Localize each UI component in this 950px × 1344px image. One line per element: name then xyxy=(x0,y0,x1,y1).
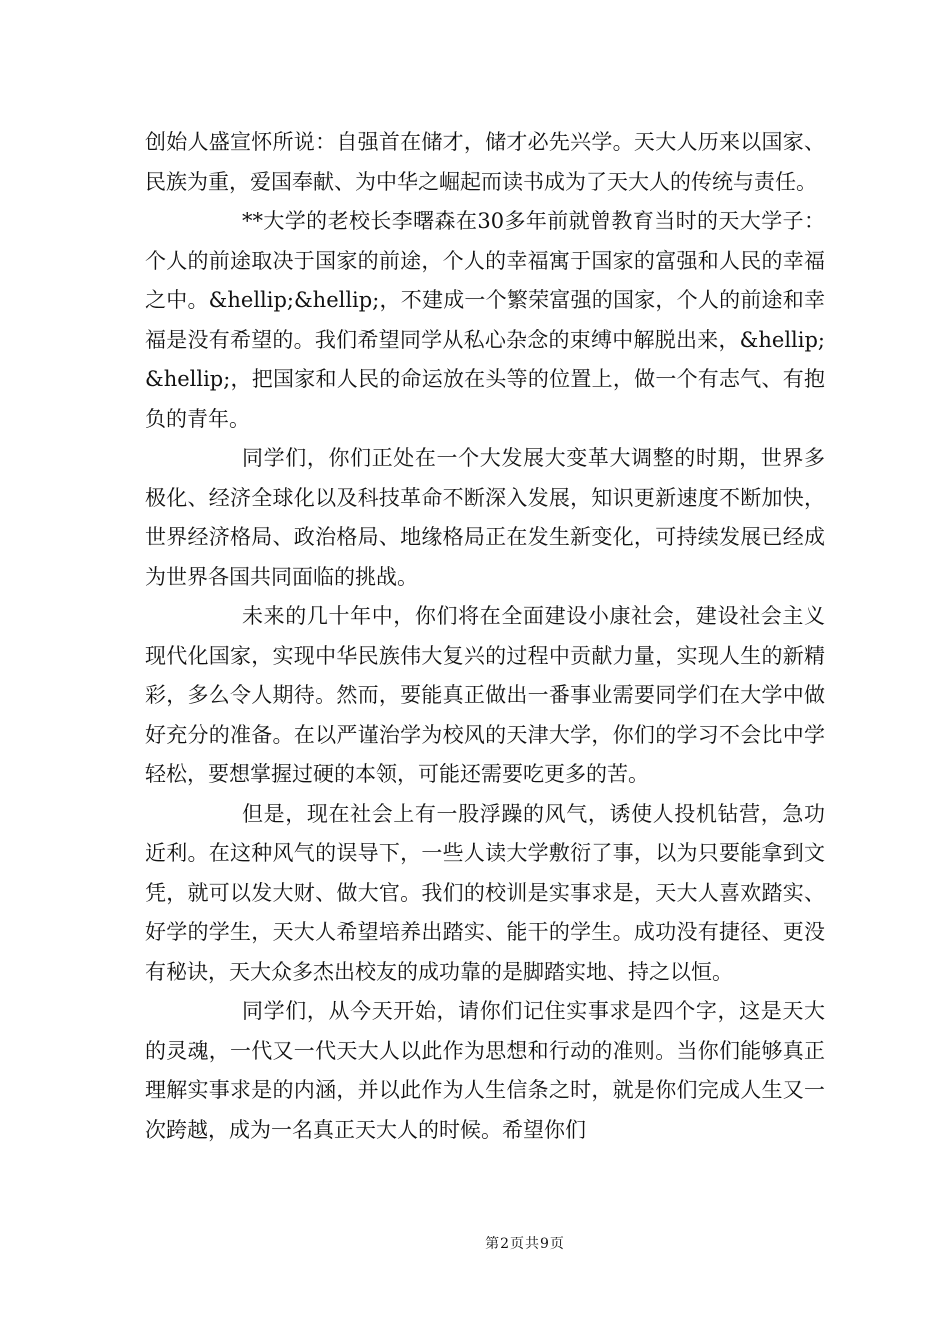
paragraph-5: 但是，现在社会上有一股浮躁的风气，诱使人投机钻营，急功近利。在这种风气的误导下，一些人读大学敷衍了事，以为只要能拿到文凭，就可以发大财、做大官。我们的校训是实事求是，天大人喜欢踏实、好学的学生，天大人希望培养出踏实、能干的学生。成功没有捷径、更没有秘诀，天大众多杰出校友的成功靠的是脚踏实地、持之以恒。 xyxy=(145,801,825,984)
paragraph-6: 同学们，从今天开始，请你们记住实事求是四个字，这是天大的灵魂，一代又一代天大人以此作为思想和行动的准则。当你们能够真正理解实事求是的内涵，并以此作为人生信条之时，就是你们完成人生又一次跨越，成为一名真正天大人的时候。希望你们 xyxy=(145,999,825,1142)
paragraph-1: 创始人盛宣怀所说：自强首在储才，储才必先兴学。天大人历来以国家、民族为重，爱国奉献、为中华之崛起而读书成为了天大人的传统与责任。 xyxy=(145,130,825,194)
paragraph-4: 未来的几十年中，你们将在全面建设小康社会，建设社会主义现代化国家，实现中华民族伟大复兴的过程中贡献力量，实现人生的新精彩，多么令人期待。然而，要能真正做出一番事业需要同学们在大学中做好充分的准备。在以严谨治学为校风的天津大学，你们的学习不会比中学轻松，要想掌握过硬的本领，可能还需要吃更多的苦。 xyxy=(145,604,825,786)
paragraph-2: **大学的老校长李曙森在30多年前就曾教育当时的天大学子：个人的前途取决于国家的前途，个人的幸福寓于国家的富强和人民的幸福之中。&hellip;&hellip;，不建成一个繁荣富强的国家，个人的前途和幸福是没有希望的。我们希望同学从私心杂念的束缚中解脱出来，&hellip;&hellip;，把国家和人民的命运放在头等的位置上，做一个有志气、有抱负的青年。 xyxy=(145,209,825,431)
document-body xyxy=(145,123,825,1150)
paragraph-3: 同学们，你们正处在一个大发展大变革大调整的时期，世界多极化、经济全球化以及科技革命不断深入发展，知识更新速度不断加快，世界经济格局、政治格局、地缘格局正在发生新变化，可持续发展已经成为世界各国共同面临的挑战。 xyxy=(145,446,825,589)
page-footer xyxy=(0,1234,950,1254)
page-number: 第2页共9页 xyxy=(485,1236,565,1252)
